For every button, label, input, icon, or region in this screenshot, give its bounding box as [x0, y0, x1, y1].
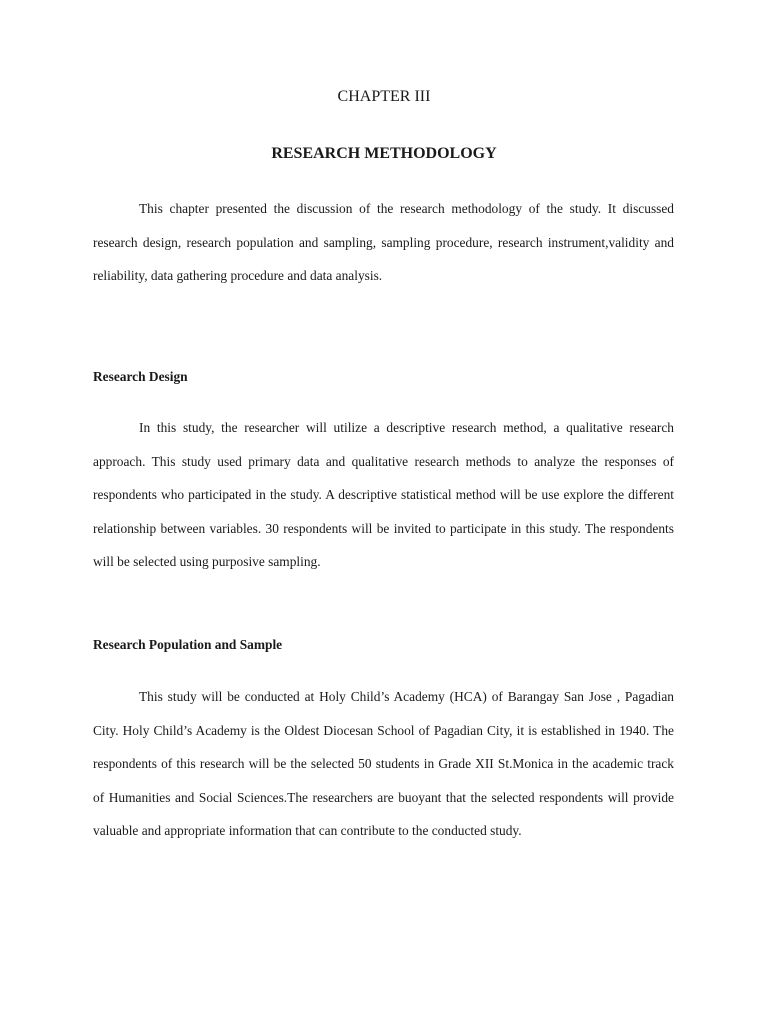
intro-paragraph: This chapter presented the discussion of the research methodology of the study. It discussed research design, research population and sampling, sampling procedure, research instrument,validity and reliability, data gathering procedure and data analysis.: [93, 201, 674, 283]
research-population-paragraph: This study will be conducted at Holy Child’s Academy (HCA) of Barangay San Jose , Pagadian City. Holy Child’s Academy is the Oldest Diocesan School of Pagadian City, it is established in 1940. The respondents of this research will be the selected 50 students in Grade XII St.Monica in the academic track of Humanities and Social Sciences.The researchers are buoyant that the selected respondents will provide valuable and appropriate information that can contribute to the conducted study.: [93, 689, 674, 838]
research-population-heading: Research Population and Sample: [93, 637, 283, 652]
chapter-label: CHAPTER III: [337, 88, 431, 105]
chapter-title: RESEARCH METHODOLOGY: [271, 145, 497, 162]
research-design-heading: Research Design: [93, 369, 188, 384]
research-design-paragraph: In this study, the researcher will utilize a descriptive research method, a qualitative research approach. This study used primary data and qualitative research methods to analyze the responses of respondents who participated in the study. A descriptive statistical method will be use explore the different relationship between variables. 30 respondents will be invited to participate in this study. The respondents will be selected using purposive sampling.: [93, 420, 674, 569]
